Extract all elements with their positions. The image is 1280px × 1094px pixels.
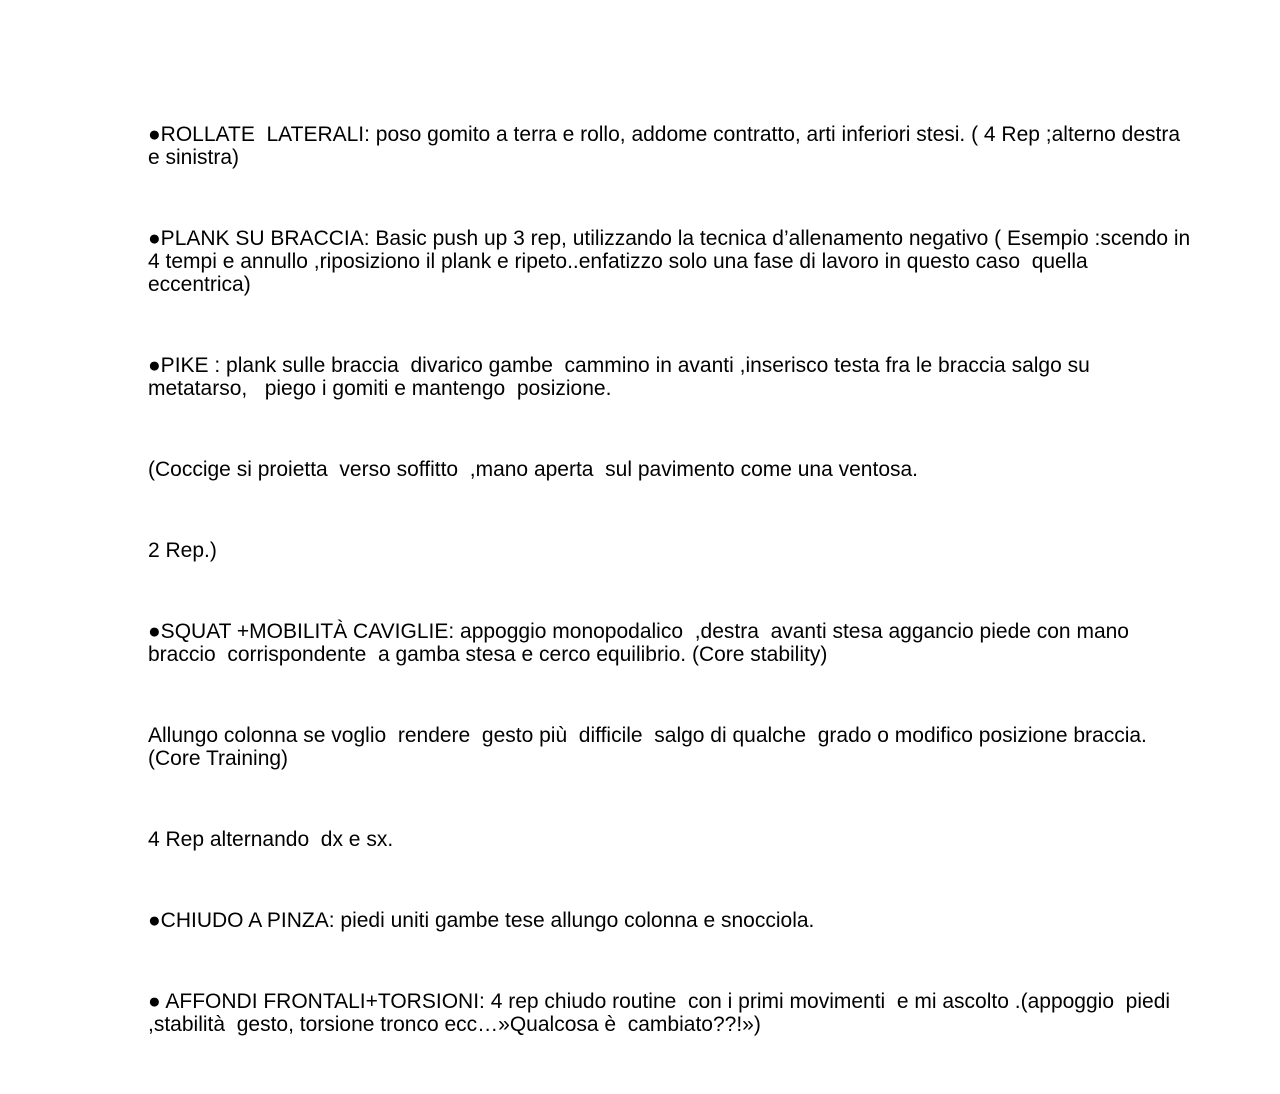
paragraph-chiudo-a-pinza: ●CHIUDO A PINZA: piedi uniti gambe tese allungo colonna e snocciola.: [148, 909, 815, 932]
paragraph-plank-su-braccia: ●PLANK SU BRACCIA: Basic push up 3 rep, utilizzando la tecnica d’allenamento negativo ( Esempio :scendo in 4 tempi e annullo ,riposiziono il plank e ripeto..enfatizzo solo una fase di lavoro in questo caso quella eccentrica): [148, 227, 1197, 296]
paragraph-pike-reps: 2 Rep.): [148, 539, 217, 562]
paragraph-allungo-colonna: Allungo colonna se voglio rendere gesto più difficile salgo di qualche grado o modifico posizione braccia.(Core Training): [148, 724, 1147, 770]
paragraph-squat-reps: 4 Rep alternando dx e sx.: [148, 828, 394, 851]
paragraph-affondi-frontali: ● AFFONDI FRONTALI+TORSIONI: 4 rep chiudo routine con i primi movimenti e mi ascolto .(appoggio piedi ,stabilità gesto, torsione tronco ecc…»Qualcosa è cambiato??!»): [148, 990, 1176, 1036]
paragraph-pike: ●PIKE : plank sulle braccia divarico gambe cammino in avanti ,inserisco testa fra le braccia salgo su metatarso, piego i gomiti e mantengo posizione.: [148, 354, 1096, 400]
slide-text-body: [148, 77, 1197, 1094]
paragraph-rollate-laterali: ●ROLLATE LATERALI: poso gomito a terra e rollo, addome contratto, arti inferiori stesi. ( 4 Rep ;alterno destra e sinistra): [148, 123, 1186, 169]
paragraph-squat-mobilita: ●SQUAT +MOBILITÀ CAVIGLIE: appoggio monopodalico ,destra avanti stesa aggancio piede con mano braccio corrispondente a gamba stesa e cerco equilibrio. (Core stability): [148, 620, 1135, 666]
paragraph-coccige: (Coccige si proietta verso soffitto ,mano aperta sul pavimento come una ventosa.: [148, 458, 919, 481]
